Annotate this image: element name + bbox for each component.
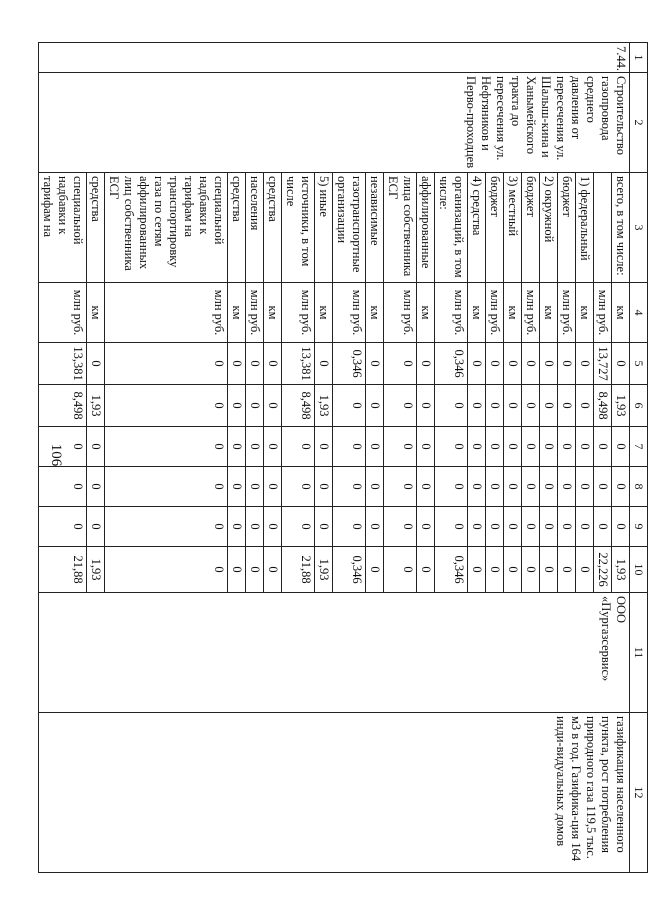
value-cell: 8,498 <box>39 385 87 427</box>
value-cell: 0 <box>468 467 486 507</box>
value-cell: 0 <box>576 507 594 547</box>
table-body <box>39 43 648 873</box>
value-cell: 0 <box>264 427 282 467</box>
value-cell: 0 <box>105 467 228 507</box>
object-name-cell: Строительство газопровода среднего давления от пересечения ул. Шалыш-кина и Ханымейского тракта до пересечения ул. Нефтяников и Перво-проходцев <box>39 73 630 173</box>
funding-source-cell: 3) местный <box>504 173 522 283</box>
effect-cell: газификация населенного пункта, рост потребления природного газа 119,5 тыс. м3 в год. Газифика-ция 164 инди-видуальных домов <box>39 713 630 873</box>
total-cell: 21,88 <box>282 547 315 593</box>
value-cell: 0 <box>384 467 417 507</box>
total-cell: 0 <box>504 547 522 593</box>
value-cell: 0 <box>558 385 576 427</box>
value-cell: 0 <box>228 507 246 547</box>
unit-cell: км <box>504 283 522 343</box>
value-cell: 0 <box>558 467 576 507</box>
value-cell: 0 <box>576 467 594 507</box>
header-cell: 10 <box>630 547 648 593</box>
header-cell: 11 <box>630 593 648 713</box>
value-cell: 0 <box>384 385 417 427</box>
value-cell: 0 <box>504 427 522 467</box>
value-cell: 0 <box>576 343 594 385</box>
value-cell: 0 <box>333 427 366 467</box>
funding-source-cell: бюджет <box>522 173 540 283</box>
value-cell: 0 <box>384 507 417 547</box>
value-cell: 0 <box>105 343 228 385</box>
header-cell: 1 <box>630 43 648 73</box>
unit-cell: км <box>612 283 630 343</box>
value-cell: 0 <box>333 467 366 507</box>
funding-source-cell: бюджет <box>486 173 504 283</box>
value-cell: 0 <box>105 427 228 467</box>
value-cell: 0 <box>282 427 315 467</box>
unit-cell: км <box>540 283 558 343</box>
value-cell: 0 <box>522 343 540 385</box>
executor-cell: ООО «Пургазсервис» <box>39 593 630 713</box>
unit-cell: млн руб. <box>333 283 366 343</box>
item-number-cell: 7.44. <box>39 43 630 73</box>
value-cell: 0 <box>558 507 576 547</box>
unit-cell: млн руб. <box>105 283 228 343</box>
value-cell: 0 <box>435 467 468 507</box>
value-cell: 0 <box>333 385 366 427</box>
total-cell: 1,93 <box>612 547 630 593</box>
header-cell: 7 <box>630 427 648 467</box>
value-cell: 0 <box>384 343 417 385</box>
value-cell: 0 <box>366 467 384 507</box>
value-cell: 0 <box>504 507 522 547</box>
value-cell: 0 <box>39 467 87 507</box>
funding-source-cell <box>594 173 612 283</box>
value-cell: 0 <box>435 507 468 547</box>
value-cell: 1,93 <box>315 385 333 427</box>
total-cell: 0 <box>558 547 576 593</box>
value-cell: 0 <box>435 427 468 467</box>
unit-cell: км <box>468 283 486 343</box>
header-cell: 8 <box>630 467 648 507</box>
funding-source-cell: 2) окружной <box>540 173 558 283</box>
unit-cell: млн руб. <box>39 283 87 343</box>
value-cell: 0 <box>468 385 486 427</box>
value-cell: 0 <box>612 507 630 547</box>
funding-source-cell: газотранспортные организации <box>333 173 366 283</box>
value-cell: 0 <box>612 467 630 507</box>
value-cell: 0 <box>246 343 264 385</box>
value-cell: 0 <box>264 343 282 385</box>
value-cell: 0 <box>384 427 417 467</box>
value-cell: 0 <box>87 427 105 467</box>
value-cell: 0 <box>558 427 576 467</box>
total-cell: 0 <box>228 547 246 593</box>
funding-source-cell: источники, в том числе <box>282 173 315 283</box>
value-cell: 0 <box>39 507 87 547</box>
unit-cell: км <box>366 283 384 343</box>
unit-cell: млн руб. <box>435 283 468 343</box>
value-cell: 0 <box>522 385 540 427</box>
total-cell: 22,226 <box>594 547 612 593</box>
value-cell: 0 <box>39 427 87 467</box>
value-cell: 0 <box>468 343 486 385</box>
unit-cell: км <box>417 283 435 343</box>
total-cell: 0 <box>264 547 282 593</box>
value-cell: 0 <box>87 507 105 547</box>
value-cell: 0 <box>540 507 558 547</box>
total-cell: 1,93 <box>315 547 333 593</box>
value-cell: 0 <box>522 507 540 547</box>
value-cell: 0 <box>87 467 105 507</box>
value-cell: 0 <box>435 385 468 427</box>
funding-source-cell: 1) федеральный <box>576 173 594 283</box>
value-cell: 1,93 <box>612 385 630 427</box>
value-cell: 0 <box>228 427 246 467</box>
table-row <box>612 43 630 873</box>
value-cell: 8,498 <box>282 385 315 427</box>
unit-cell: млн руб. <box>246 283 264 343</box>
value-cell: 0 <box>282 467 315 507</box>
funding-source-cell: специальной надбавки к тарифам на транспортировку газа по сетям аффилированных лиц собственника ЕСГ <box>105 173 228 283</box>
total-cell: 0 <box>246 547 264 593</box>
value-cell: 13,381 <box>39 343 87 385</box>
value-cell: 0,346 <box>435 343 468 385</box>
funding-source-cell: средства <box>87 173 105 283</box>
value-cell: 0 <box>486 507 504 547</box>
total-cell: 0,346 <box>333 547 366 593</box>
unit-cell: км <box>576 283 594 343</box>
value-cell: 0 <box>576 427 594 467</box>
value-cell: 0 <box>417 427 435 467</box>
total-cell: 1,93 <box>87 547 105 593</box>
unit-cell: км <box>315 283 333 343</box>
funding-source-cell: лица собственника ЕСГ <box>384 173 417 283</box>
value-cell: 0 <box>87 343 105 385</box>
value-cell: 0 <box>105 385 228 427</box>
value-cell: 0 <box>366 385 384 427</box>
total-cell: 0 <box>105 547 228 593</box>
total-cell: 0 <box>576 547 594 593</box>
value-cell: 0 <box>333 507 366 547</box>
funding-source-cell: 4) средства <box>468 173 486 283</box>
value-cell: 0 <box>594 467 612 507</box>
value-cell: 8,498 <box>594 385 612 427</box>
value-cell: 0 <box>264 507 282 547</box>
value-cell: 0 <box>228 467 246 507</box>
value-cell: 13,727 <box>594 343 612 385</box>
header-cell: 5 <box>630 343 648 385</box>
value-cell: 0 <box>612 343 630 385</box>
value-cell: 0 <box>246 467 264 507</box>
funding-source-cell: всего, в том числе: <box>612 173 630 283</box>
value-cell: 0 <box>504 467 522 507</box>
total-cell: 0 <box>366 547 384 593</box>
header-cell: 12 <box>630 713 648 873</box>
total-cell: 0 <box>522 547 540 593</box>
value-cell: 0 <box>264 385 282 427</box>
funding-source-cell: населения <box>246 173 264 283</box>
value-cell: 0 <box>417 467 435 507</box>
funding-source-cell: средства <box>228 173 246 283</box>
funding-source-cell: независимые <box>366 173 384 283</box>
value-cell: 0 <box>504 385 522 427</box>
unit-cell: км <box>228 283 246 343</box>
value-cell: 0 <box>105 507 228 547</box>
value-cell: 0 <box>282 507 315 547</box>
value-cell: 0 <box>417 385 435 427</box>
unit-cell: млн руб. <box>384 283 417 343</box>
value-cell: 0,346 <box>333 343 366 385</box>
value-cell: 0 <box>468 507 486 547</box>
value-cell: 0 <box>486 385 504 427</box>
total-cell: 0 <box>417 547 435 593</box>
value-cell: 0 <box>228 343 246 385</box>
unit-cell: км <box>87 283 105 343</box>
page-number: 106 <box>48 443 64 467</box>
funding-source-cell: средства <box>264 173 282 283</box>
value-cell: 0 <box>228 385 246 427</box>
value-cell: 0 <box>417 343 435 385</box>
funding-source-cell: специальной надбавки к тарифам на <box>39 173 87 283</box>
value-cell: 13,381 <box>282 343 315 385</box>
total-cell: 21,88 <box>39 547 87 593</box>
unit-cell: км <box>264 283 282 343</box>
value-cell: 0 <box>540 343 558 385</box>
header-cell: 2 <box>630 73 648 173</box>
value-cell: 0 <box>315 427 333 467</box>
total-cell: 0 <box>384 547 417 593</box>
value-cell: 0 <box>315 467 333 507</box>
unit-cell: млн руб. <box>282 283 315 343</box>
value-cell: 0 <box>468 427 486 467</box>
funding-source-cell: организаций, в том числе: <box>435 173 468 283</box>
value-cell: 0 <box>486 427 504 467</box>
value-cell: 0 <box>366 427 384 467</box>
header-cell: 3 <box>630 173 648 283</box>
value-cell: 0 <box>612 427 630 467</box>
header-cell: 6 <box>630 385 648 427</box>
total-cell: 0 <box>540 547 558 593</box>
value-cell: 0 <box>594 507 612 547</box>
header-cell: 4 <box>630 283 648 343</box>
value-cell: 0 <box>246 507 264 547</box>
unit-cell: млн руб. <box>522 283 540 343</box>
value-cell: 0 <box>576 385 594 427</box>
value-cell: 0 <box>594 427 612 467</box>
value-cell: 0 <box>504 343 522 385</box>
value-cell: 0 <box>366 343 384 385</box>
total-cell: 0 <box>468 547 486 593</box>
header-row <box>630 43 648 873</box>
unit-cell: млн руб. <box>486 283 504 343</box>
funding-source-cell: 5) иные <box>315 173 333 283</box>
total-cell: 0,346 <box>435 547 468 593</box>
value-cell: 0 <box>522 427 540 467</box>
value-cell: 0 <box>558 343 576 385</box>
value-cell: 1,93 <box>87 385 105 427</box>
value-cell: 0 <box>540 385 558 427</box>
value-cell: 0 <box>264 467 282 507</box>
value-cell: 0 <box>315 507 333 547</box>
unit-cell: млн руб. <box>594 283 612 343</box>
value-cell: 0 <box>486 343 504 385</box>
header-cell: 9 <box>630 507 648 547</box>
unit-cell: млн руб. <box>558 283 576 343</box>
value-cell: 0 <box>522 467 540 507</box>
value-cell: 0 <box>366 507 384 547</box>
value-cell: 0 <box>246 385 264 427</box>
funding-source-cell: бюджет <box>558 173 576 283</box>
value-cell: 0 <box>246 427 264 467</box>
value-cell: 0 <box>417 507 435 547</box>
value-cell: 0 <box>540 467 558 507</box>
total-cell: 0 <box>486 547 504 593</box>
funding-source-cell: аффилированные <box>417 173 435 283</box>
investment-table <box>38 42 648 873</box>
value-cell: 0 <box>486 467 504 507</box>
value-cell: 0 <box>315 343 333 385</box>
value-cell: 0 <box>540 427 558 467</box>
